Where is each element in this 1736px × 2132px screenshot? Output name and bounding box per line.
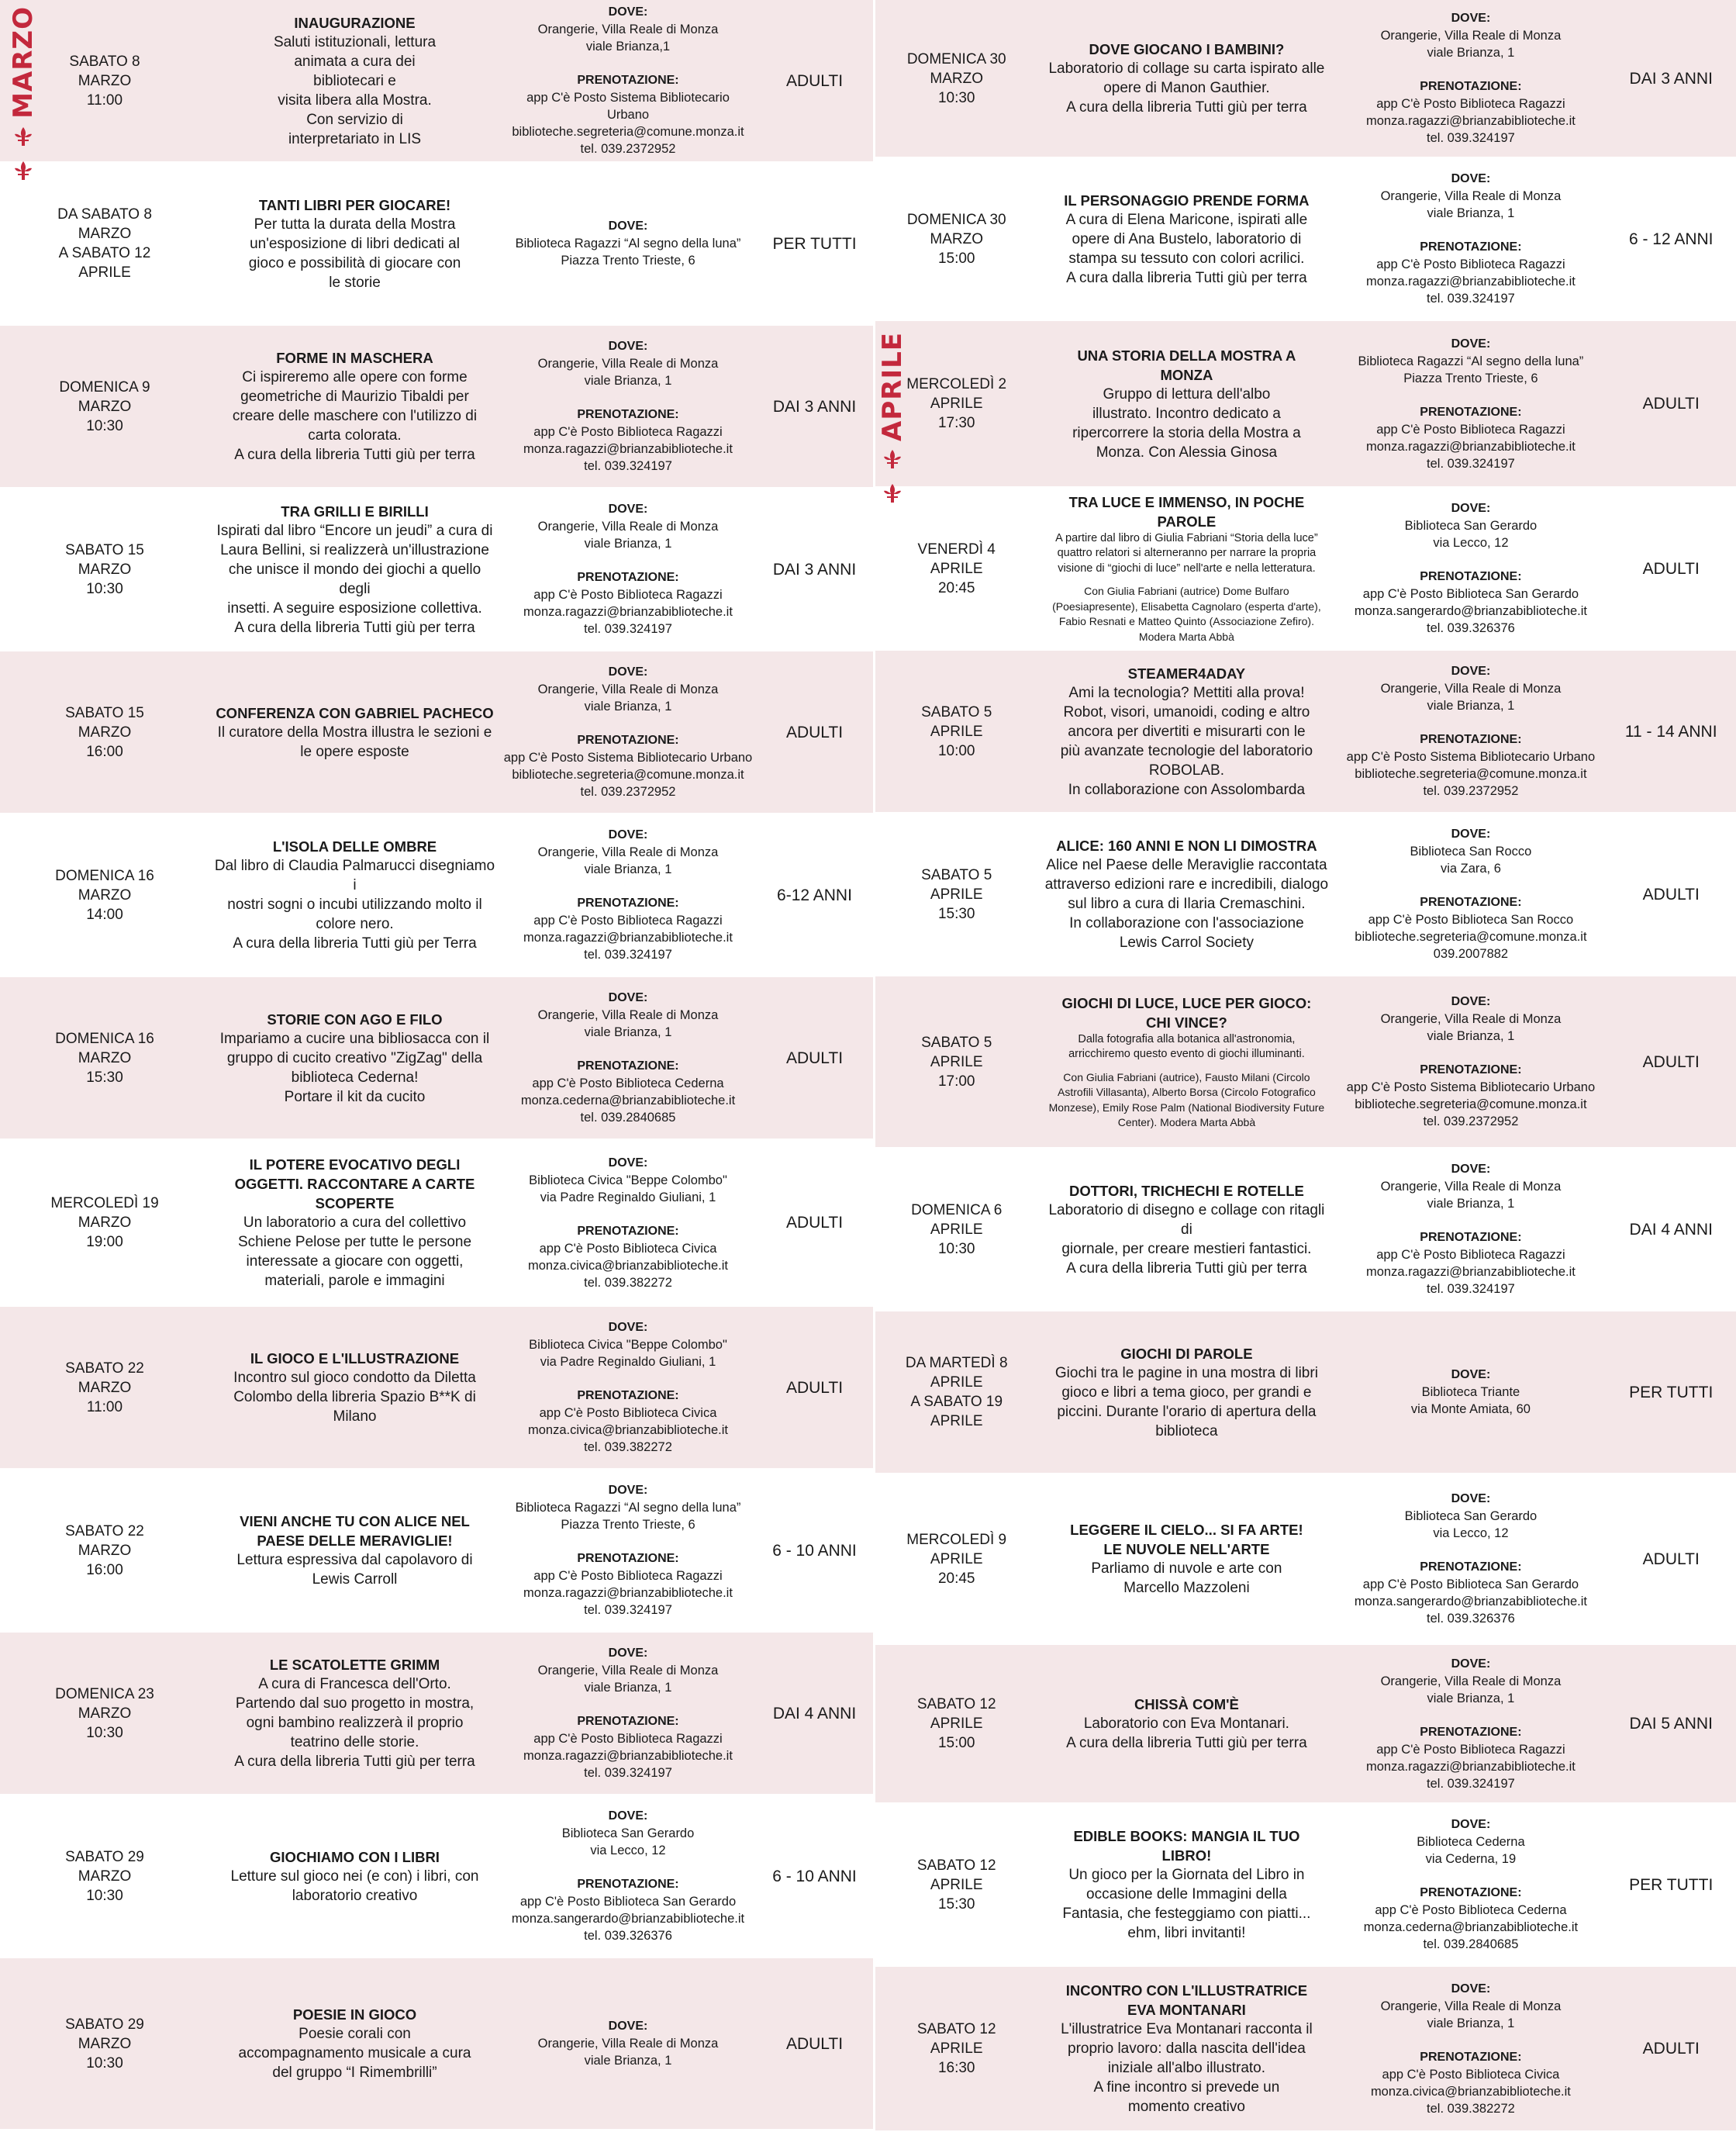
event-description [1037, 1344, 1335, 1441]
month-label: APRILE [877, 332, 908, 441]
venue-address: Orangerie, Villa Reale di Monza viale Brianza,1 [537, 22, 719, 54]
event-speakers: Con Giulia Fabriani (autrice), Fausto Milani (Circolo Astrofili Villasanta), Alberto Borsa (Circolo Fotografico Monzese), Emily Rose Palm (National Biodiversity Future Center). Modera Marta Abbà [1048, 1070, 1325, 1128]
age-group: PER TUTTI [1629, 1383, 1714, 1401]
booking-label: PRENOTAZIONE: [1420, 1063, 1522, 1076]
booking-contact: app C'è Posto Biblioteca Civica monza.civica@brianzabiblioteche.it tel. 039.382272 [528, 1406, 728, 1454]
booking-label: PRENOTAZIONE: [1420, 1725, 1522, 1739]
venue-address: Orangerie, Villa Reale di Monza viale Brianza, 1 [537, 2037, 719, 2068]
event-text: A cura di Elena Maricone, ispirati alle opere di Ana Bustelo, laboratorio di stampa su tessuto con colori acrilici. A cura dalla libreria Tutti giù per terra [1065, 211, 1308, 286]
venue-address: Biblioteca Cederna via Cederna, 19 [1417, 1835, 1525, 1866]
event-location [1335, 1367, 1606, 1418]
april-column [873, 0, 1736, 2132]
event-title: TANTI LIBRI PER GIOCARE! [258, 196, 451, 213]
booking-label: PRENOTAZIONE: [1420, 80, 1522, 93]
event-title: TRA LUCE E IMMENSO, IN POCHE PAROLE [1068, 493, 1305, 530]
event-description [209, 2005, 500, 2082]
event-description [1037, 1826, 1335, 1943]
event-title: LE SCATOLETTE GRIMM [269, 1657, 440, 1673]
event-description [209, 1155, 500, 1291]
venue-address: Biblioteca San Gerardo via Lecco, 12 [561, 1826, 695, 1857]
event-row [0, 326, 873, 489]
event-title: L'ISOLA DELLE OMBRE [272, 838, 437, 855]
venue-address: Orangerie, Villa Reale di Monza viale Brianza, 1 [1380, 189, 1562, 220]
booking-label: PRENOTAZIONE: [577, 1878, 679, 1891]
event-location [1335, 500, 1606, 637]
event-description [1037, 346, 1335, 462]
event-title: IL POTERE EVOCATIVO DEGLI OGGETTI. RACCONTARE A CARTE SCOPERTE [234, 1156, 475, 1211]
booking-contact: app C'è Posto Biblioteca Ragazzi monza.ragazzi@brianzabiblioteche.it tel. 039.324197 [523, 914, 733, 962]
event-row [875, 814, 1736, 976]
event-description [209, 195, 500, 292]
age-group: PER TUTTI [772, 234, 857, 253]
event-row [0, 1633, 873, 1795]
booking-contact: app C'è Posto Biblioteca Ragazzi monza.ragazzi@brianzabiblioteche.it tel. 039.324197 [523, 425, 733, 473]
event-text: Ci ispireremo alle opere con forme geometriche di Maurizio Tibaldi per creare delle maschere con l'utilizzo di carta colorata. A cura della libreria Tutti giù per terra [232, 369, 478, 463]
event-date: DA MARTEDÌ 8 APRILE A SABATO 19 APRILE [905, 1355, 1008, 1429]
venue-address: Orangerie, Villa Reale di Monza viale Brianza, 1 [537, 1664, 719, 1695]
booking-contact: app C'è Posto Sistema Bibliotecario Urbano biblioteche.segreteria@comune.monza.it tel. 039.2372952 [512, 91, 744, 156]
event-title: INAUGURAZIONE [294, 14, 416, 31]
event-row [875, 1311, 1736, 1474]
venue-address: Biblioteca Civica "Beppe Colombo" via Padre Reginaldo Giuliani, 1 [529, 1338, 727, 1369]
event-title: IL GIOCO E L'ILLUSTRAZIONE [250, 1350, 460, 1367]
event-date: SABATO 5 APRILE 17:00 [921, 1034, 992, 1090]
age-group: DAI 4 ANNI [1629, 1220, 1713, 1239]
event-description [1037, 1981, 1335, 2116]
booking-label: PRENOTAZIONE: [1420, 1886, 1522, 1899]
event-location [1335, 336, 1606, 472]
event-row [875, 321, 1736, 488]
booking-label: PRENOTAZIONE: [1420, 733, 1522, 746]
event-text: A cura di Francesca dell'Orto. Partendo dal suo progetto in mostra, ogni bambino realizzerà il proprio teatrino delle storie. A cura della libreria Tutti giù per terra [234, 1676, 475, 1770]
event-row [875, 1149, 1736, 1311]
booking-label: PRENOTAZIONE: [1420, 570, 1522, 583]
where-label: DOVE: [1451, 1163, 1491, 1176]
event-text: Ispirati dal libro “Encore un jeudi” a cura di Laura Bellini, si realizzerà un'illustrazione che unisce il mondo dei giochi a quello degli insetti. A seguire esposizione collettiva. A cura della libreria Tutti giù per terra [216, 522, 493, 636]
event-text: Giochi tra le pagine in una mostra di libri gioco e libri a tema gioco, per grandi e piccini. Durante l'orario di apertura della biblioteca [1054, 1364, 1318, 1439]
event-date: SABATO 5 APRILE 15:30 [921, 866, 992, 922]
booking-contact: app C'è Posto Biblioteca Ragazzi monza.ragazzi@brianzabiblioteche.it tel. 039.324197 [1365, 1742, 1576, 1791]
event-date: DOMENICA 16 MARZO 14:00 [55, 867, 154, 923]
event-date: SABATO 22 MARZO 11:00 [65, 1360, 144, 1415]
event-title: GIOCHI DI PAROLE [1120, 1345, 1253, 1362]
event-description [1037, 1520, 1335, 1598]
booking-contact: app C'è Posto Biblioteca San Gerardo monza.sangerardo@brianzabiblioteche.it tel. 039.326376 [511, 1895, 745, 1943]
event-title: STORIE CON AGO E FILO [267, 1011, 443, 1028]
event-location [1335, 1816, 1606, 1953]
booking-contact: app C'è Posto Sistema Bibliotecario Urbano biblioteche.segreteria@comune.monza.it tel. 039.2372952 [1346, 750, 1596, 798]
event-text: Ami la tecnologia? Mettiti alla prova! Robot, visori, umanoidi, coding e altro ancora per divertiti e misurarti con le più avanzate tecnologie del laboratorio ROBOLAB. In collaborazione con Assolombarda [1060, 684, 1313, 798]
where-label: DOVE: [1451, 665, 1491, 678]
booking-label: PRENOTAZIONE: [577, 1224, 679, 1238]
booking-label: PRENOTAZIONE: [1420, 405, 1522, 419]
event-text: Dal libro di Claudia Palmarucci disegniamo i nostri sogni o incubi utilizzando molto il colore nero. A cura della libreria Tutti giù per Terra [214, 858, 495, 952]
where-label: DOVE: [608, 2020, 648, 2033]
event-row [0, 977, 873, 1140]
booking-label: PRENOTAZIONE: [577, 74, 679, 87]
venue-address: Orangerie, Villa Reale di Monza viale Brianza, 1 [1380, 1180, 1562, 1211]
event-location [500, 1155, 756, 1291]
age-group: DAI 5 ANNI [1629, 1715, 1713, 1733]
event-date: DOMENICA 23 MARZO 10:30 [55, 1685, 154, 1741]
event-location [500, 218, 756, 269]
event-row [875, 0, 1736, 158]
event-location [1335, 663, 1606, 800]
where-label: DOVE: [608, 1647, 648, 1660]
booking-label: PRENOTAZIONE: [1420, 240, 1522, 254]
fleur-de-lis-icon [882, 483, 903, 503]
event-description [209, 348, 500, 465]
event-location [500, 1319, 756, 1456]
where-label: DOVE: [1451, 1492, 1491, 1505]
event-date: DOMENICA 16 MARZO 15:30 [55, 1030, 154, 1086]
event-row [0, 651, 873, 814]
event-text: Lettura espressiva dal capolavoro di Lewis Carroll [236, 1552, 473, 1588]
age-group: 6 - 12 ANNI [1628, 230, 1714, 248]
event-text: Laboratorio con Eva Montanari. A cura della libreria Tutti giù per terra [1066, 1716, 1307, 1751]
venue-address: Biblioteca San Rocco via Zara, 6 [1410, 845, 1532, 876]
booking-contact: app C'è Posto Sistema Bibliotecario Urbano biblioteche.segreteria@comune.monza.it tel. 039.2372952 [503, 751, 753, 799]
venue-address: Orangerie, Villa Reale di Monza viale Brianza, 1 [1380, 1012, 1562, 1043]
event-location [1335, 1656, 1606, 1792]
event-description [209, 1512, 500, 1589]
event-title: POESIE IN GIOCO [292, 2006, 417, 2023]
event-date: MERCOLEDÌ 9 APRILE 20:45 [906, 1531, 1007, 1587]
event-location [500, 1645, 756, 1781]
where-label: DOVE: [608, 1156, 648, 1170]
event-row [0, 489, 873, 651]
event-text: Per tutta la durata della Mostra un'esposizione di libri dedicati al gioco e possibilità di giocare con le storie [248, 216, 461, 291]
event-row [875, 976, 1736, 1149]
where-label: DOVE: [1451, 828, 1491, 841]
age-group: 6 - 10 ANNI [772, 1541, 857, 1560]
event-text: Letture sul gioco nei (e con) i libri, con laboratorio creativo [230, 1868, 479, 1904]
event-text: Il curatore della Mostra illustra le sezioni e le opere esposte [217, 724, 492, 760]
venue-address: Biblioteca Ragazzi “Al segno della luna” Piazza Trento Trieste, 6 [1358, 354, 1584, 385]
venue-address: Orangerie, Villa Reale di Monza viale Brianza, 1 [537, 1008, 719, 1039]
age-group: DAI 3 ANNI [772, 560, 857, 579]
event-location [1335, 1491, 1606, 1627]
venue-address: Biblioteca San Gerardo via Lecco, 12 [1404, 519, 1538, 550]
booking-label: PRENOTAZIONE: [577, 1059, 679, 1073]
booking-label: PRENOTAZIONE: [577, 571, 679, 584]
where-label: DOVE: [608, 503, 648, 516]
venue-address: Orangerie, Villa Reale di Monza viale Brianza, 1 [537, 520, 719, 551]
event-text: Laboratorio di collage su carta ispirato alle opere di Manon Gauthier. A cura della libreria Tutti giù per terra [1048, 60, 1325, 116]
event-speakers: Con Giulia Fabriani (autrice) Dome Bulfaro (Poesiapresente), Elisabetta Cagnolaro (esperta d'arte), Fabio Resnati e Matteo Quinto (Associazione Zefiro). Modera Marta Abbà [1052, 585, 1321, 643]
booking-contact: app C'è Posto Biblioteca Cederna monza.cederna@brianzabiblioteche.it tel. 039.2840685 [520, 1076, 736, 1125]
event-location [500, 1482, 756, 1619]
where-label: DOVE: [608, 828, 648, 841]
month-label: MARZO [8, 6, 39, 119]
event-title: FORME IN MASCHERA [276, 350, 433, 366]
event-title: DOVE GIOCANO I BAMBINI? [1089, 41, 1285, 57]
where-label: DOVE: [608, 665, 648, 679]
event-title: ALICE: 160 ANNI E NON LI DIMOSTRA [1056, 838, 1317, 854]
where-label: DOVE: [608, 1484, 648, 1497]
event-description [209, 1655, 500, 1771]
booking-label: PRENOTAZIONE: [577, 1552, 679, 1565]
venue-address: Orangerie, Villa Reale di Monza viale Brianza, 1 [1380, 29, 1562, 60]
event-row [0, 0, 873, 163]
event-description [1037, 993, 1335, 1131]
event-date: DA SABATO 8 MARZO A SABATO 12 APRILE [57, 206, 152, 281]
event-title: EDIBLE BOOKS: MANGIA IL TUO LIBRO! [1073, 1828, 1300, 1864]
venue-address: Orangerie, Villa Reale di Monza viale Brianza, 1 [1380, 682, 1562, 713]
booking-label: PRENOTAZIONE: [577, 1389, 679, 1402]
event-date: DOMENICA 6 APRILE 10:30 [911, 1201, 1003, 1257]
booking-contact: app C'è Posto Biblioteca San Rocco biblioteche.segreteria@comune.monza.it 039.2007882 [1355, 913, 1587, 961]
event-text: Poesie corali con accompagnamento musicale a cura del gruppo “I Rimembrilli” [238, 2026, 471, 2081]
where-label: DOVE: [608, 1809, 648, 1823]
age-group: ADULTI [1642, 559, 1700, 578]
age-group: ADULTI [785, 2034, 844, 2053]
event-description [209, 13, 500, 149]
where-label: DOVE: [608, 340, 648, 353]
event-text: Un laboratorio a cura del collettivo Schiene Pelose per tutte le persone interessate a giocare con oggetti, materiali, parole e immagini [237, 1215, 472, 1289]
age-group: ADULTI [785, 71, 844, 90]
event-description [1037, 492, 1335, 645]
event-location [500, 4, 756, 157]
event-date: MERCOLEDÌ 2 APRILE 17:30 [906, 376, 1007, 431]
event-description [1037, 191, 1335, 288]
event-row [0, 1795, 873, 1958]
event-date: DOMENICA 30 MARZO 15:00 [906, 211, 1006, 267]
booking-contact: app C'è Posto Biblioteca Ragazzi monza.ragazzi@brianzabiblioteche.it tel. 039.324197 [1365, 97, 1576, 145]
event-date: SABATO 8 MARZO 11:00 [69, 53, 140, 109]
event-title: INCONTRO CON L'ILLUSTRATRICE EVA MONTANARI [1065, 1982, 1308, 2018]
event-description [209, 1847, 500, 1906]
event-title: CHISSÀ COM'È [1134, 1696, 1239, 1712]
venue-address: Orangerie, Villa Reale di Monza viale Brianza, 1 [1380, 1999, 1562, 2030]
event-location [1335, 826, 1606, 962]
event-description [1037, 664, 1335, 800]
age-group: PER TUTTI [1629, 1875, 1714, 1894]
where-label: DOVE: [1451, 12, 1491, 25]
event-date: VENERDÌ 4 APRILE 20:45 [917, 541, 996, 596]
where-label: DOVE: [1451, 995, 1491, 1008]
booking-label: PRENOTAZIONE: [1420, 896, 1522, 909]
where-label: DOVE: [608, 1321, 648, 1334]
event-location [500, 827, 756, 963]
age-group: DAI 3 ANNI [1629, 69, 1713, 88]
booking-contact: app C'è Posto Biblioteca Cederna monza.cederna@brianzabiblioteche.it tel. 039.2840685 [1363, 1903, 1579, 1951]
event-date: SABATO 22 MARZO 16:00 [65, 1522, 144, 1578]
age-group: ADULTI [1642, 885, 1700, 904]
event-location [500, 501, 756, 638]
event-location [500, 338, 756, 475]
event-date: MERCOLEDÌ 19 MARZO 19:00 [50, 1195, 159, 1250]
event-location [500, 664, 756, 800]
event-row [0, 1470, 873, 1633]
event-text: Laboratorio di disegno e collage con ritagli di giornale, per creare mestieri fantastici. A cura della libreria Tutti giù per terra [1048, 1201, 1325, 1277]
month-marker-right [877, 332, 908, 503]
venue-address: Biblioteca Triante via Monte Amiata, 60 [1410, 1385, 1531, 1416]
where-label: DOVE: [1451, 1982, 1491, 1996]
event-date: SABATO 12 APRILE 15:00 [916, 1696, 996, 1751]
event-location [1335, 1981, 1606, 2117]
event-description [1037, 1695, 1335, 1753]
age-group: ADULTI [1642, 2040, 1700, 2058]
booking-label: PRENOTAZIONE: [1420, 2050, 1522, 2064]
event-location [500, 990, 756, 1126]
event-text: Un gioco per la Giornata del Libro in occasione delle Immagini della Fantasia, che festeggiamo con piatti... ehm, libri invitanti! [1062, 1867, 1311, 1941]
event-title: VIENI ANCHE TU CON ALICE NEL PAESE DELLE MERAVIGLIE! [240, 1513, 470, 1549]
booking-label: PRENOTAZIONE: [577, 408, 679, 421]
event-date: SABATO 29 MARZO 10:30 [65, 1848, 144, 1904]
booking-contact: app C'è Posto Biblioteca Civica monza.civica@brianzabiblioteche.it tel. 039.382272 [528, 1241, 728, 1290]
venue-address: Biblioteca Ragazzi “Al segno della luna” Piazza Trento Trieste, 6 [515, 1501, 741, 1532]
event-text: Impariamo a cucire una bibliosacca con il gruppo di cucito creativo "ZigZag" della biblioteca Cederna! Portare il kit da cucito [219, 1030, 490, 1105]
event-date: SABATO 15 MARZO 16:00 [65, 704, 144, 760]
event-date: SABATO 15 MARZO 10:30 [65, 541, 144, 597]
booking-contact: app C'è Posto Biblioteca Ragazzi monza.ragazzi@brianzabiblioteche.it tel. 039.324197 [1365, 1248, 1576, 1296]
where-label: DOVE: [608, 991, 648, 1004]
event-description [1037, 836, 1335, 952]
where-label: DOVE: [1451, 172, 1491, 185]
event-row [875, 1645, 1736, 1804]
event-date: SABATO 12 APRILE 15:30 [916, 1857, 996, 1913]
event-text: L'illustratrice Eva Montanari racconta il proprio lavoro: dalla nascita dell'idea iniziale all'albo illustrato. A fine incontro si prevede un momento creativo [1061, 2021, 1313, 2115]
event-row [0, 1140, 873, 1307]
venue-address: Orangerie, Villa Reale di Monza viale Brianza, 1 [537, 682, 719, 714]
venue-address: Biblioteca Civica "Beppe Colombo" via Padre Reginaldo Giuliani, 1 [529, 1173, 727, 1204]
event-text: Parliamo di nuvole e arte con Marcello Mazzoleni [1091, 1560, 1282, 1596]
event-location [500, 1808, 756, 1944]
event-date: SABATO 5 APRILE 10:00 [921, 703, 992, 759]
booking-contact: app C'è Posto Biblioteca Ragazzi monza.ragazzi@brianzabiblioteche.it tel. 039.324197 [1365, 257, 1576, 306]
event-title: TRA GRILLI E BIRILLI [281, 503, 429, 520]
event-description [209, 1349, 500, 1426]
fleur-de-lis-icon [12, 161, 34, 181]
booking-label: PRENOTAZIONE: [1420, 1560, 1522, 1574]
age-group: 11 - 14 ANNI [1624, 722, 1717, 741]
event-text: Alice nel Paese delle Meraviglie raccontata attraverso edizioni rare e incredibili, dialogo sul libro a cura di Ilaria Cremaschini. In collaborazione con l'associazione Lewis Carrol Society [1044, 857, 1329, 951]
event-description [209, 703, 500, 762]
where-label: DOVE: [1451, 1657, 1491, 1671]
booking-contact: app C'è Posto Biblioteca Ragazzi monza.ragazzi@brianzabiblioteche.it tel. 039.324197 [523, 588, 733, 636]
age-group: DAI 4 ANNI [772, 1704, 857, 1723]
venue-address: Orangerie, Villa Reale di Monza viale Brianza, 1 [537, 357, 719, 388]
event-title: GIOCHIAMO CON I LIBRI [270, 1848, 440, 1865]
event-row [875, 651, 1736, 814]
venue-address: Biblioteca Ragazzi “Al segno della luna” Piazza Trento Trieste, 6 [515, 237, 741, 268]
event-text: A partire dal libro di Giulia Fabriani “Storia della luce” quattro relatori si alterneranno per narrare la propria visione di “giochi di luce” nell'arte e nella letteratura. [1055, 531, 1318, 575]
age-group: ADULTI [1642, 1550, 1700, 1568]
age-group: ADULTI [785, 1378, 844, 1397]
event-date: DOMENICA 9 MARZO 10:30 [59, 378, 150, 434]
event-description [209, 502, 500, 638]
event-location [500, 2018, 756, 2069]
event-text: Saluti istituzionali, lettura animata a cura dei bibliotecari e visita libera alla Mostra. Con servizio di interpretariato in LIS [273, 33, 437, 147]
venue-address: Orangerie, Villa Reale di Monza viale Brianza, 1 [537, 845, 719, 876]
booking-contact: app C'è Posto Biblioteca Ragazzi monza.ragazzi@brianzabiblioteche.it tel. 039.324197 [523, 1569, 733, 1617]
event-title: UNA STORIA DELLA MOSTRA A MONZA [1077, 347, 1296, 383]
booking-label: PRENOTAZIONE: [577, 897, 679, 910]
event-description [1037, 1181, 1335, 1278]
booking-contact: app C'è Posto Sistema Bibliotecario Urbano biblioteche.segreteria@comune.monza.it tel. 039.2372952 [1346, 1080, 1596, 1128]
age-group: ADULTI [785, 1049, 844, 1067]
booking-contact: app C'è Posto Biblioteca San Gerardo monza.sangerardo@brianzabiblioteche.it tel. 039.326376 [1354, 1577, 1588, 1626]
booking-label: PRENOTAZIONE: [577, 1715, 679, 1728]
where-label: DOVE: [608, 5, 648, 19]
event-row [0, 163, 873, 326]
event-location [1335, 10, 1606, 147]
where-label: DOVE: [1451, 1368, 1491, 1381]
where-label: DOVE: [1451, 502, 1491, 515]
fleur-de-lis-icon [12, 126, 34, 147]
age-group: ADULTI [785, 723, 844, 741]
age-group: ADULTI [1642, 395, 1700, 413]
event-row [875, 1474, 1736, 1645]
event-text: Incontro sul gioco condotto da Diletta Colombo della libreria Spazio B**K di Milano [233, 1370, 476, 1425]
event-title: IL PERSONAGGIO PRENDE FORMA [1064, 192, 1310, 209]
event-row [0, 1307, 873, 1470]
event-date: DOMENICA 30 MARZO 10:30 [906, 50, 1006, 106]
event-row [0, 814, 873, 977]
event-text: Dalla fotografia alla botanica all'astronomia, arricchiremo questo evento di giochi illuminanti. [1068, 1032, 1305, 1060]
fleur-de-lis-icon [882, 449, 903, 469]
event-title: GIOCHI DI LUCE, LUCE PER GIOCO: CHI VINCE? [1061, 994, 1312, 1031]
venue-address: Biblioteca San Gerardo via Lecco, 12 [1404, 1509, 1538, 1540]
event-title: STEAMER4ADAY [1127, 665, 1246, 682]
age-group: 6-12 ANNI [777, 886, 852, 904]
event-title: CONFERENZA CON GABRIEL PACHECO [216, 704, 494, 721]
age-group: ADULTI [1642, 1052, 1700, 1071]
event-row [0, 1958, 873, 2130]
event-location [1335, 171, 1606, 307]
booking-label: PRENOTAZIONE: [577, 734, 679, 747]
where-label: DOVE: [1451, 337, 1491, 351]
event-date: SABATO 12 APRILE 16:30 [916, 2021, 996, 2076]
where-label: DOVE: [1451, 1818, 1491, 1831]
where-label: DOVE: [608, 219, 648, 233]
age-group: DAI 3 ANNI [772, 397, 857, 416]
event-row [875, 158, 1736, 321]
event-title: DOTTORI, TRICHECHI E ROTELLE [1068, 1182, 1304, 1199]
event-row [875, 488, 1736, 651]
event-row [875, 1967, 1736, 2132]
event-title: LEGGERE IL CIELO... SI FA ARTE! LE NUVOLE NELL'ARTE [1070, 1522, 1303, 1557]
age-group: 6 - 10 ANNI [772, 1867, 857, 1885]
booking-contact: app C'è Posto Biblioteca San Gerardo monza.sangerardo@brianzabiblioteche.it tel. 039.326376 [1354, 587, 1588, 635]
event-description [209, 1010, 500, 1107]
venue-address: Orangerie, Villa Reale di Monza viale Brianza, 1 [1380, 1674, 1562, 1705]
booking-contact: app C'è Posto Biblioteca Ragazzi monza.ragazzi@brianzabiblioteche.it tel. 039.324197 [1365, 422, 1576, 471]
event-row [875, 1804, 1736, 1967]
event-description [1037, 40, 1335, 117]
booking-label: PRENOTAZIONE: [1420, 1231, 1522, 1244]
event-description [209, 837, 500, 953]
event-date: SABATO 29 MARZO 10:30 [65, 2016, 144, 2072]
event-location [1335, 1161, 1606, 1298]
event-location [1335, 993, 1606, 1130]
booking-contact: app C'è Posto Biblioteca Civica monza.civica@brianzabiblioteche.it tel. 039.382272 [1370, 2067, 1571, 2116]
age-group: ADULTI [785, 1214, 844, 1232]
month-marker-left [8, 6, 39, 181]
booking-contact: app C'è Posto Biblioteca Ragazzi monza.ragazzi@brianzabiblioteche.it tel. 039.324197 [523, 1732, 733, 1780]
event-text: Gruppo di lettura dell'albo illustrato. Incontro dedicato a ripercorrere la storia della Mostra a Monza. Con Alessia Ginosa [1072, 385, 1301, 461]
